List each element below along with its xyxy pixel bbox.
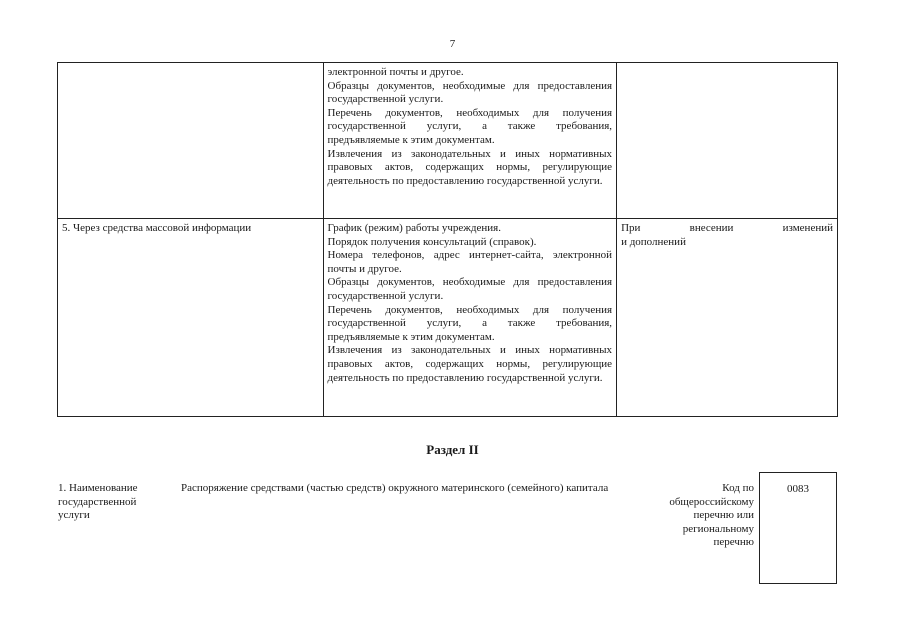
- content-line: Перечень документов, необходимых для получения государственной услуги, а также требования, предъявляемые к этим документам.: [327, 303, 613, 343]
- table-row: [58, 63, 838, 219]
- method-cell: [58, 63, 324, 219]
- frequency-text-continued: и дополнений: [621, 235, 686, 248]
- content-cell: [323, 219, 617, 417]
- content-line: Перечень документов, необходимых для получения государственной услуги, а также требования, предъявляемые к этим документам.: [327, 106, 613, 146]
- content-line: электронной почты и другое.: [327, 66, 464, 78]
- content-line: Порядок получения консультаций (справок).: [327, 235, 537, 248]
- content-line: Извлечения из законодательных и иных нормативных правовых актов, содержащих нормы, регулирующие деятельность по предоставлению государственной услуги.: [327, 344, 613, 384]
- page-number: 7: [449, 38, 456, 50]
- service-label: 1. Наименование государственной услуги: [58, 482, 138, 522]
- table-row: [58, 219, 838, 417]
- content-line: Образцы документов, необходимые для предоставления государственной услуги.: [327, 276, 613, 302]
- content-line: График (режим) работы учреждения.: [327, 222, 501, 234]
- service-name: Распоряжение средствами (частью средств) окружного материнского (семейного) капитала: [181, 482, 609, 494]
- content-cell: [323, 63, 617, 219]
- method-cell: [58, 219, 324, 417]
- content-line: Образцы документов, необходимые для предоставления государственной услуги.: [327, 79, 613, 106]
- code-label: Код по общероссийскому перечню или региональному перечню: [669, 482, 754, 549]
- frequency-cell: [617, 63, 838, 219]
- section-title: Раздел II: [426, 442, 479, 457]
- frequency-text: При внесении изменений: [621, 222, 833, 234]
- information-table: [57, 62, 838, 417]
- code-value: 0083: [787, 483, 809, 495]
- frequency-cell: [617, 219, 838, 417]
- content-line: Извлечения из законодательных и иных нормативных правовых актов, содержащих нормы, регулирующие деятельность по предоставлению государственной услуги.: [327, 147, 613, 187]
- method-text: 5. Через средства массовой информации: [62, 222, 252, 234]
- content-line: Номера телефонов, адрес интернет-сайта, электронной почты и другое.: [327, 249, 613, 275]
- code-box: [759, 472, 837, 584]
